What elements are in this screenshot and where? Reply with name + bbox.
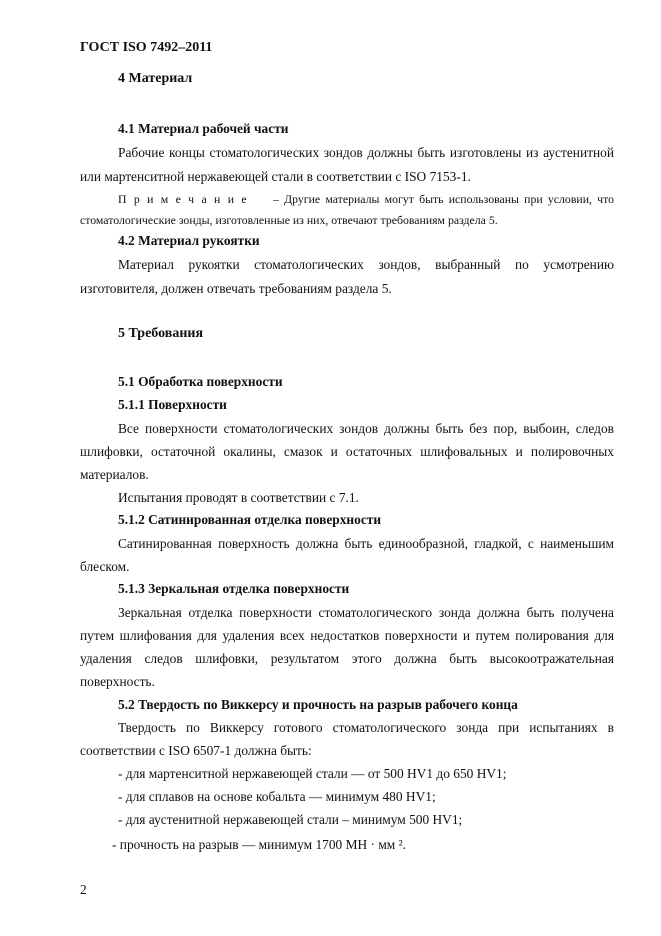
paragraph-line: Испытания проводят в соответствии с 7.1. (118, 490, 359, 505)
paragraph-line: путем шлифования для удаления всех недостатков поверхности и путем полирования для (80, 628, 614, 643)
subsection-5-2-title: 5.2 Твердость по Виккерсу и прочность на разрыв рабочего конца (118, 697, 518, 712)
list-item: - прочность на разрыв — минимум 1700 МН · мм ². (112, 837, 406, 852)
note-line: – Другие материалы могут быть использованы при условии, что (273, 192, 614, 206)
paragraph-line: материалов. (80, 467, 149, 482)
paragraph-line: блеском. (80, 559, 130, 574)
page-number: 2 (80, 882, 87, 897)
paragraph-line: Твердость по Виккерсу готового стоматологического зонда при испытаниях в (118, 720, 614, 735)
paragraph-line: поверхность. (80, 674, 155, 689)
note-line: стоматологические зонды, изготовленные из них, отвечают требованиям раздела 5. (80, 213, 498, 227)
paragraph-line: шлифовки, остаточной окалины, смазок и остаточных шлифовальных и полировочных (80, 444, 614, 459)
list-item: - для мартенситной нержавеющей стали –– от 500 HV1 до 650 HV1; (118, 766, 507, 781)
subsection-4-1-title: 4.1 Материал рабочей части (118, 121, 289, 136)
paragraph-line: Зеркальная отделка поверхности стоматологического зонда должна быть получена (118, 605, 614, 620)
subsection-5-1-1-title: 5.1.1 Поверхности (118, 397, 227, 412)
list-item: - для сплавов на основе кобальта — минимум 480 HV1; (118, 789, 436, 804)
document-header: ГОСТ ISO 7492–2011 (80, 40, 213, 55)
paragraph-line: изготовителя, должен отвечать требованиям раздела 5. (80, 281, 392, 296)
paragraph-line: удаления следов шлифовки, результатом этого должна быть высокоотражательная (80, 651, 614, 666)
list-item: - для аустенитной нержавеющей стали – минимум 500 HV1; (118, 812, 463, 827)
subsection-5-1-2-title: 5.1.2 Сатинированная отделка поверхности (118, 512, 382, 527)
paragraph-line: соответствии с ISO 6507-1 должна быть: (80, 743, 312, 758)
paragraph-line: или мартенситной нержавеющей стали в соответствии с ISO 7153-1. (80, 169, 471, 184)
paragraph-line: Сатинированная поверхность должна быть единообразной, гладкой, с наименьшим (118, 536, 614, 551)
subsection-5-1-3-title: 5.1.3 Зеркальная отделка поверхности (118, 581, 350, 596)
paragraph-line: Рабочие концы стоматологических зондов должны быть изготовлены из аустенитной (118, 145, 614, 160)
subsection-5-1-title: 5.1 Обработка поверхности (118, 374, 283, 389)
subsection-4-2-title: 4.2 Материал рукоятки (118, 233, 260, 248)
paragraph-line: Все поверхности стоматологических зондов должны быть без пор, выбоин, следов (118, 421, 614, 436)
note-label: П р и м е ч а н и е (118, 192, 249, 206)
section-4-title: 4 Материал (118, 71, 193, 86)
section-5-title: 5 Требования (118, 326, 204, 341)
paragraph-line: Материал рукоятки стоматологических зондов, выбранный по усмотрению (118, 257, 614, 272)
